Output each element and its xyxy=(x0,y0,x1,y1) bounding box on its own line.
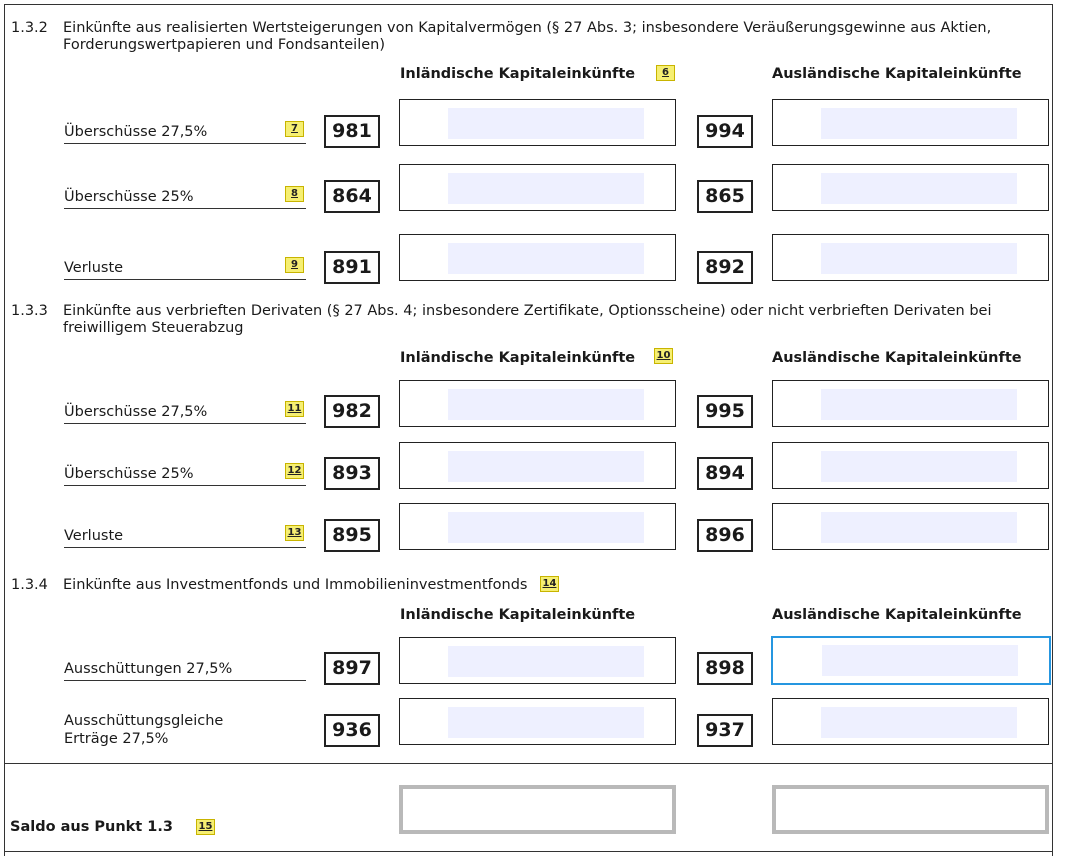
row-label-line: Ausschüttungsgleiche xyxy=(64,713,224,729)
foreign-header: Ausländische Kapitaleinkünfte xyxy=(772,66,1022,82)
input-value[interactable] xyxy=(821,707,1017,738)
code-box: 864 xyxy=(324,180,380,213)
code-box: 995 xyxy=(697,395,753,428)
input-value[interactable] xyxy=(821,451,1017,482)
row-label: Überschüsse 25% xyxy=(64,188,306,209)
domestic-header: Inländische Kapitaleinkünfte xyxy=(400,350,636,366)
row-label xyxy=(64,712,306,750)
foreign-input[interactable] xyxy=(772,503,1049,550)
section-number: 1.3.2 xyxy=(11,20,48,36)
input-value[interactable] xyxy=(821,243,1017,274)
code-box: 936 xyxy=(324,714,380,747)
saldo-label: Saldo aus Punkt 1.3 xyxy=(10,819,173,835)
domestic-input[interactable] xyxy=(399,99,676,146)
row-label-line: Erträge 27,5% xyxy=(64,731,169,747)
code-box: 898 xyxy=(697,652,753,685)
foreign-header: Ausländische Kapitaleinkünfte xyxy=(772,607,1022,623)
code-box: 897 xyxy=(324,652,380,685)
foreign-input[interactable] xyxy=(772,380,1049,427)
row-label: Ausschüttungen 27,5% xyxy=(64,660,306,681)
foreign-input[interactable] xyxy=(772,99,1049,146)
input-value[interactable] xyxy=(822,645,1018,676)
domestic-header: Inländische Kapitaleinkünfte xyxy=(400,66,636,82)
section-number: 1.3.3 xyxy=(11,303,48,319)
input-value[interactable] xyxy=(448,646,644,677)
code-box: 937 xyxy=(697,714,753,747)
input-value[interactable] xyxy=(821,389,1017,420)
footnote-marker[interactable]: 8 xyxy=(285,186,304,202)
code-box: 994 xyxy=(697,115,753,148)
code-box: 895 xyxy=(324,519,380,552)
section-title: Einkünfte aus Investmentfonds und Immobilieninvestmentfonds xyxy=(63,577,528,593)
input-value[interactable] xyxy=(821,173,1017,204)
foreign-input[interactable] xyxy=(772,164,1049,211)
code-box: 892 xyxy=(697,251,753,284)
domestic-input[interactable] xyxy=(399,234,676,281)
section-number: 1.3.4 xyxy=(11,577,48,593)
input-value[interactable] xyxy=(821,108,1017,139)
footnote-marker[interactable]: 14 xyxy=(540,576,559,592)
saldo-domestic-field xyxy=(399,785,676,834)
row-label: Überschüsse 27,5% xyxy=(64,123,306,144)
foreign-input[interactable] xyxy=(771,636,1051,685)
footnote-marker[interactable]: 15 xyxy=(196,819,215,835)
code-box: 865 xyxy=(697,180,753,213)
row-label: Verluste xyxy=(64,527,306,548)
code-box: 896 xyxy=(697,519,753,552)
domestic-input[interactable] xyxy=(399,637,676,684)
input-value[interactable] xyxy=(821,512,1017,543)
domestic-input[interactable] xyxy=(399,442,676,489)
code-box: 982 xyxy=(324,395,380,428)
footnote-marker[interactable]: 13 xyxy=(285,525,304,541)
code-box: 893 xyxy=(324,457,380,490)
input-value[interactable] xyxy=(448,512,644,543)
input-value[interactable] xyxy=(448,451,644,482)
saldo-foreign-field xyxy=(772,785,1049,834)
foreign-input[interactable] xyxy=(772,698,1049,745)
footnote-marker[interactable]: 11 xyxy=(285,401,304,417)
code-box: 981 xyxy=(324,115,380,148)
section-divider xyxy=(4,763,1052,764)
footnote-marker[interactable]: 6 xyxy=(656,65,675,81)
section-title: Einkünfte aus verbrieften Derivaten (§ 27 Abs. 4; insbesondere Zertifikate, Optionsscheine) oder nicht verbrieften Derivaten bei freiwilligem Steuerabzug xyxy=(63,303,992,336)
row-label: Verluste xyxy=(64,259,306,280)
code-box: 891 xyxy=(324,251,380,284)
footnote-marker[interactable]: 12 xyxy=(285,463,304,479)
input-value[interactable] xyxy=(448,173,644,204)
section-title: Einkünfte aus realisierten Wertsteigerungen von Kapitalvermögen (§ 27 Abs. 3; insbesondere Veräußerungsgewinne aus Aktien, Forderungswertpapieren und Fondsanteilen) xyxy=(63,20,992,53)
domestic-input[interactable] xyxy=(399,380,676,427)
foreign-input[interactable] xyxy=(772,234,1049,281)
code-box: 894 xyxy=(697,457,753,490)
input-value[interactable] xyxy=(448,108,644,139)
domestic-header: Inländische Kapitaleinkünfte xyxy=(400,607,636,623)
domestic-input[interactable] xyxy=(399,164,676,211)
input-value[interactable] xyxy=(448,707,644,738)
foreign-input[interactable] xyxy=(772,442,1049,489)
bottom-divider xyxy=(4,851,1052,852)
footnote-marker[interactable]: 9 xyxy=(285,257,304,273)
footnote-marker[interactable]: 7 xyxy=(285,121,304,137)
input-value[interactable] xyxy=(448,243,644,274)
footnote-marker[interactable]: 10 xyxy=(654,348,673,364)
row-label: Überschüsse 27,5% xyxy=(64,403,306,424)
domestic-input[interactable] xyxy=(399,503,676,550)
row-label: Überschüsse 25% xyxy=(64,465,306,486)
foreign-header: Ausländische Kapitaleinkünfte xyxy=(772,350,1022,366)
domestic-input[interactable] xyxy=(399,698,676,745)
input-value[interactable] xyxy=(448,389,644,420)
